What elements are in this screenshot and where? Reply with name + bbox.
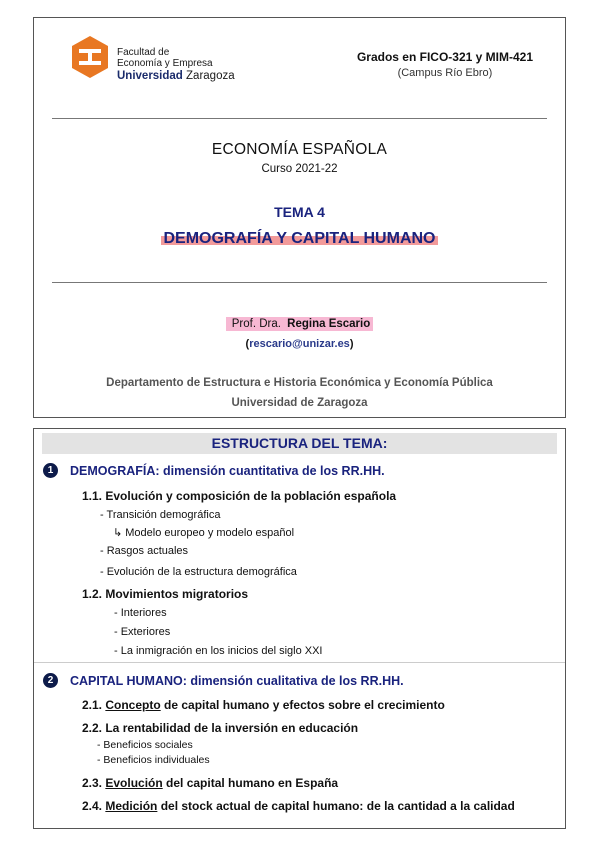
faculty-line1: Facultad de	[117, 47, 170, 58]
professor-prefix: Prof. Dra.	[229, 317, 284, 331]
section1-title: DEMOGRAFÍA: dimensión cuantitativa de los RR.HH.	[70, 463, 385, 478]
university-bold: Universidad	[117, 70, 183, 82]
subsection-2-4-underlined: Medición	[105, 799, 158, 813]
faculty-logo-icon	[72, 36, 108, 78]
course-title: ECONOMÍA ESPAÑOLA	[211, 141, 388, 158]
topic-text: DEMOGRAFÍA Y CAPITAL HUMANO	[163, 230, 436, 247]
section2-heading	[43, 673, 404, 688]
faculty-name	[117, 47, 235, 83]
department-block	[34, 373, 565, 413]
subsection-2-3-rest: del capital humano en España	[162, 776, 339, 790]
structure-header: ESTRUCTURA DEL TEMA:	[42, 433, 557, 454]
degrees-block	[357, 50, 533, 79]
subsection-1-1: 1.1. Evolución y composición de la población española	[82, 489, 397, 503]
email-close: )	[349, 338, 354, 350]
subsection-2-4-number: 2.4.	[82, 799, 106, 813]
section-divider	[34, 662, 565, 663]
degrees-title: Grados en FICO-321 y MIM-421	[356, 50, 533, 64]
university-full: Universidad de Zaragoza	[231, 397, 368, 409]
section2-number-icon: 2	[43, 673, 58, 688]
structure-slide	[33, 428, 566, 829]
list-item: - Beneficios individuales	[97, 754, 210, 766]
list-item: - Evolución de la estructura demográfica	[100, 566, 297, 578]
professor-name: Regina Escario	[287, 318, 371, 330]
professor-highlight	[226, 317, 374, 331]
subsection-2-1-underlined: Concepto	[105, 698, 161, 712]
email-open: (	[245, 338, 250, 350]
list-item: ↳ Modelo europeo y modelo español	[113, 527, 295, 539]
course-year: Curso 2021-22	[261, 163, 338, 175]
university-city: Zaragoza	[186, 70, 235, 82]
subsection-2-2: 2.2. La rentabilidad de la inversión en educación	[82, 721, 359, 735]
department-name: Departamento de Estructura e Historia Económica y Economía Pública	[106, 377, 493, 389]
tema-number: TEMA 4	[274, 204, 325, 220]
title-slide	[33, 17, 566, 418]
list-item: - Transición demográfica	[100, 509, 221, 521]
subsection-1-2: 1.2. Movimientos migratorios	[82, 587, 249, 601]
subsection-2-1-number: 2.1.	[82, 698, 106, 712]
subsection-2-3	[82, 776, 338, 790]
email-line	[34, 338, 565, 350]
subsection-2-1	[82, 698, 445, 712]
section2-title: CAPITAL HUMANO: dimensión cualitativa de los RR.HH.	[70, 673, 404, 688]
university-name	[117, 69, 235, 83]
email-link[interactable]: rescario@unizar.es	[249, 338, 350, 350]
divider-bottom	[52, 282, 547, 283]
list-item: - Interiores	[114, 607, 167, 619]
list-item: - Rasgos actuales	[100, 545, 189, 557]
section1-number-icon: 1	[43, 463, 58, 478]
campus-label: (Campus Río Ebro)	[397, 67, 493, 79]
divider-top	[52, 118, 547, 119]
topic-title	[34, 230, 565, 248]
section1-heading	[43, 463, 385, 478]
list-item: - Beneficios sociales	[97, 739, 193, 751]
subsection-2-4	[82, 799, 515, 813]
subsection-2-1-rest: de capital humano y efectos sobre el crecimiento	[160, 698, 445, 712]
faculty-line2: Economía y Empresa	[117, 58, 213, 69]
list-item: - La inmigración en los inicios del siglo XXI	[114, 645, 323, 657]
professor	[34, 318, 565, 330]
subsection-2-3-number: 2.3.	[82, 776, 106, 790]
subsection-2-4-rest: del stock actual de capital humano: de la cantidad a la calidad	[157, 799, 515, 813]
list-item: - Exteriores	[114, 626, 171, 638]
subsection-2-3-underlined: Evolución	[105, 776, 163, 790]
